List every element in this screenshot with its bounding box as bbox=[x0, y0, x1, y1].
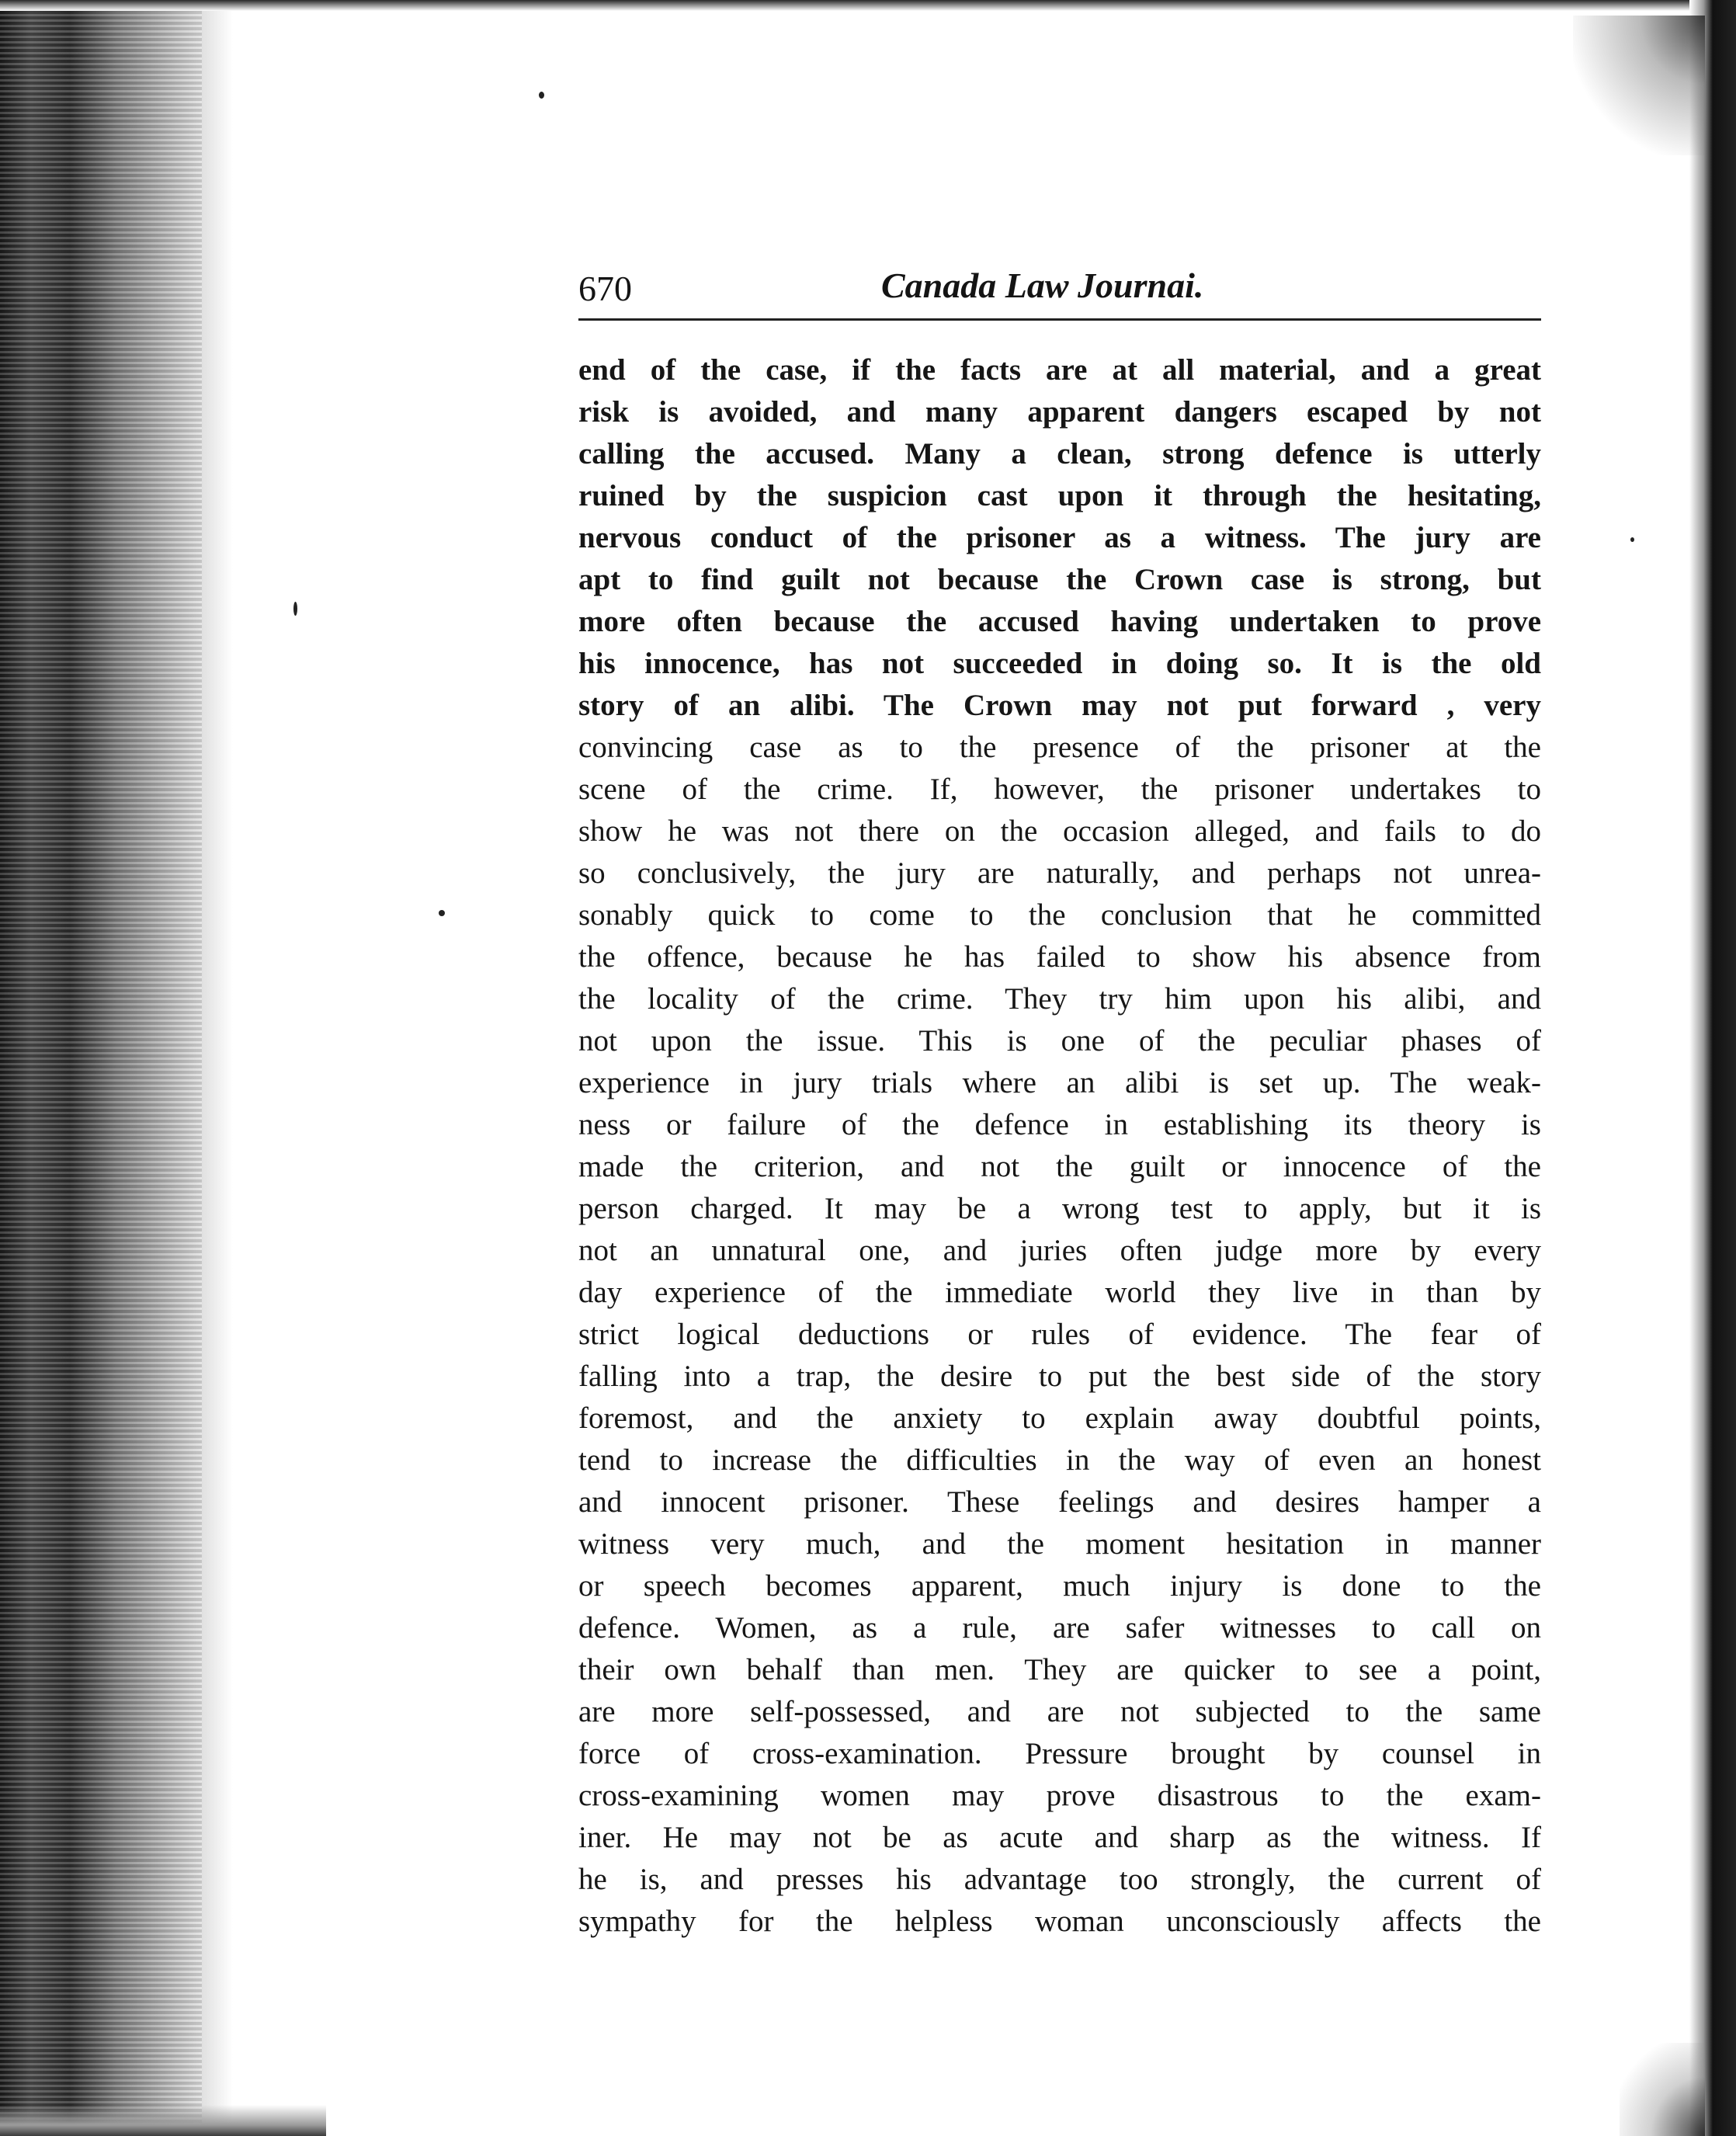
text-line: story of an alibi. The Crown may not put forward , very bbox=[578, 689, 1541, 722]
text-line: force of cross-examination. Pressure brought by counsel in bbox=[578, 1737, 1541, 1770]
text-line: day experience of the immediate world they live in than by bbox=[578, 1276, 1541, 1309]
header-rule bbox=[578, 318, 1541, 321]
text-line: risk is avoided, and many apparent dangers escaped by not bbox=[578, 395, 1541, 429]
text-line: are more self-possessed, and are not subjected to the same bbox=[578, 1695, 1541, 1728]
scan-corner-bottom-right bbox=[1620, 2043, 1705, 2136]
text-line: iner. He may not be as acute and sharp as the witness. If bbox=[578, 1821, 1541, 1854]
scan-shadow-right bbox=[1689, 0, 1736, 2136]
text-line: nervous conduct of the prisoner as a witness. The jury are bbox=[578, 521, 1541, 554]
scan-shadow-bottom-left bbox=[0, 2105, 326, 2136]
scan-shadow-top bbox=[0, 0, 1736, 11]
text-line: ness or failure of the defence in establishing its theory is bbox=[578, 1108, 1541, 1141]
page-number: 670 bbox=[578, 269, 632, 308]
scan-noise-left bbox=[0, 0, 202, 2136]
text-line: witness very much, and the moment hesitation in manner bbox=[578, 1527, 1541, 1561]
scan-corner-top-right bbox=[1573, 16, 1705, 155]
running-title: Canada Law Journai. bbox=[881, 266, 1204, 305]
text-line: show he was not there on the occasion alleged, and fails to do bbox=[578, 814, 1541, 848]
page-header bbox=[578, 262, 1541, 321]
scan-speck bbox=[293, 602, 297, 616]
text-line: not an unnatural one, and juries often judge more by every bbox=[578, 1234, 1541, 1267]
text-line: or speech becomes apparent, much injury is done to the bbox=[578, 1569, 1541, 1603]
text-line: defence. Women, as a rule, are safer witnesses to call on bbox=[578, 1611, 1541, 1645]
text-line: calling the accused. Many a clean, strong defence is utterly bbox=[578, 437, 1541, 471]
text-line: person charged. It may be a wrong test to apply, but it is bbox=[578, 1192, 1541, 1225]
text-line: foremost, and the anxiety to explain away doubtful points, bbox=[578, 1401, 1541, 1435]
text-line: more often because the accused having undertaken to prove bbox=[578, 605, 1541, 638]
text-line: not upon the issue. This is one of the peculiar phases of bbox=[578, 1024, 1541, 1058]
text-line: tend to increase the difficulties in the way of even an honest bbox=[578, 1443, 1541, 1477]
text-line: strict logical deductions or rules of evidence. The fear of bbox=[578, 1318, 1541, 1351]
text-line: sympathy for the helpless woman unconsciously affects the bbox=[578, 1905, 1541, 1938]
body-text bbox=[578, 349, 1541, 1943]
text-line: convincing case as to the presence of the prisoner at the bbox=[578, 731, 1541, 764]
text-line: end of the case, if the facts are at all material, and a great bbox=[578, 353, 1541, 387]
text-line: apt to find guilt not because the Crown case is strong, but bbox=[578, 563, 1541, 596]
text-line: their own behalf than men. They are quicker to see a point, bbox=[578, 1653, 1541, 1686]
scan-speck bbox=[539, 92, 544, 99]
text-line: the locality of the crime. They try him upon his alibi, and bbox=[578, 982, 1541, 1016]
text-line: sonably quick to come to the conclusion that he committed bbox=[578, 898, 1541, 932]
text-line: scene of the crime. If, however, the prisoner undertakes to bbox=[578, 773, 1541, 806]
text-line: ruined by the suspicion cast upon it through the hesitating, bbox=[578, 479, 1541, 512]
scan-speck bbox=[1630, 537, 1634, 542]
text-line: so conclusively, the jury are naturally, and perhaps not unrea- bbox=[578, 856, 1541, 890]
scan-speck bbox=[439, 910, 445, 916]
text-line: he is, and presses his advantage too strongly, the current of bbox=[578, 1863, 1541, 1896]
text-line: and innocent prisoner. These feelings and desires hamper a bbox=[578, 1485, 1541, 1519]
text-line: his innocence, has not succeeded in doing so. It is the old bbox=[578, 647, 1541, 680]
text-line: the offence, because he has failed to show his absence from bbox=[578, 940, 1541, 974]
text-line: cross-examining women may prove disastrous to the exam- bbox=[578, 1779, 1541, 1812]
text-line: falling into a trap, the desire to put the best side of the story bbox=[578, 1360, 1541, 1393]
text-line: made the criterion, and not the guilt or innocence of the bbox=[578, 1150, 1541, 1183]
text-line: experience in jury trials where an alibi is set up. The weak- bbox=[578, 1066, 1541, 1099]
